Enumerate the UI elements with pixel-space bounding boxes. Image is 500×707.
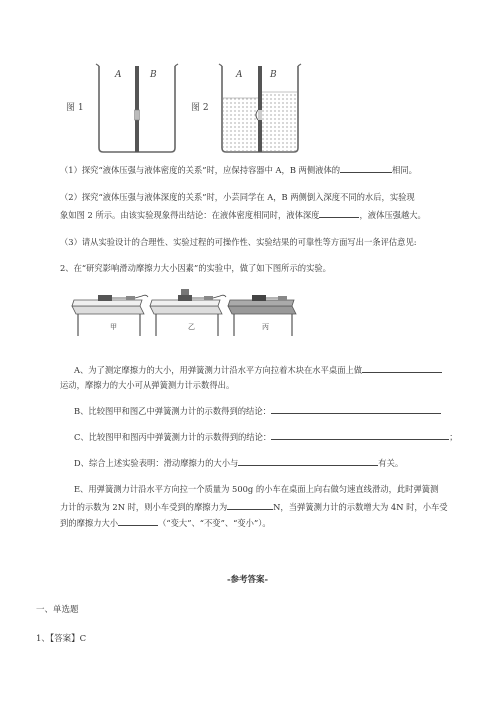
beaker1-label-a: A	[115, 70, 122, 80]
answers-item-1: 1、【答案】C	[36, 634, 87, 644]
q1-item1: （1）探究“液体压强与液体密度的关系”时，应保持容器中 A，B 两侧液体的 相同。	[60, 165, 417, 175]
q2-d: D、综合上述实验表明：滑动摩擦力的大小与 有关。	[74, 458, 404, 468]
q2-a-line2: 运动，摩擦力的大小可从弹簧测力计示数得出。	[60, 380, 235, 390]
q1-item2-line1: （2）探究“液体压强与液体深度的关系”时，小芸同学在 A，B 两侧倒入深度不同的水后，实验现	[60, 192, 415, 202]
q2-c-blank[interactable]	[271, 430, 449, 440]
friction-experiment-figures	[68, 284, 298, 344]
figure-2-beaker	[218, 62, 303, 154]
answers-header: -参考答案-	[227, 575, 269, 585]
beaker1-label-b: B	[150, 70, 157, 80]
q2-title: 2、在“研究影响滑动摩擦力大小因素”的实验中，做了如下图所示的实验。	[60, 263, 331, 273]
panel-label-yi: 乙	[188, 323, 195, 331]
q2-e-blank1[interactable]	[227, 500, 273, 510]
q2-b-blank[interactable]	[271, 404, 441, 414]
q1-item2-line2: 象如图 2 所示。由该实验现象得出结论：在液体密度相同时，液体深度 ，液体压强越大。	[60, 210, 426, 220]
beaker2-label-b: B	[270, 70, 277, 80]
q2-e-line3: 到的摩擦力大小 （“变大”、“不变”、“变小”）。	[60, 518, 271, 528]
panel-label-jia: 甲	[110, 323, 117, 331]
figure-1-label: 图 1	[66, 103, 84, 113]
q2-e-blank2[interactable]	[118, 516, 158, 526]
q2-d-blank[interactable]	[238, 456, 378, 466]
q1-item1-blank[interactable]	[340, 163, 392, 173]
q1-item2-blank[interactable]	[319, 208, 359, 218]
q2-a-line1: A、为了测定摩擦力的大小，用弹簧测力计沿水平方向拉着木块在水平桌面上做	[74, 363, 442, 376]
q2-a-blank[interactable]	[362, 363, 442, 373]
answers-section-title: 一、单选题	[36, 605, 79, 615]
q2-e-line2: 力计的示数为 2N 时，则小车受到的摩擦力为 N，当弹簧测力计的示数增大为 4N 时，小车受	[60, 502, 448, 512]
figure-2-label: 图 2	[191, 103, 209, 113]
q2-b: B、比较图甲和图乙中弹簧测力计的示数得到的结论：	[74, 404, 441, 417]
q2-e-line1: E、用弹簧测力计沿水平方向拉一个质量为 500g 的小车在桌面上向右做匀速直线滑动，此时弹簧测	[74, 484, 439, 494]
q2-c: C、比较图甲和图丙中弹簧测力计的示数得到的结论： ；	[74, 432, 458, 442]
beaker2-label-a: A	[236, 70, 243, 80]
panel-label-bing: 丙	[262, 323, 269, 331]
q1-item3: （3）请从实验设计的合理性、实验过程的可操作性、实验结果的可靠性等方面写出一条评估意见:	[60, 237, 417, 247]
figure-1-beaker	[95, 62, 180, 154]
